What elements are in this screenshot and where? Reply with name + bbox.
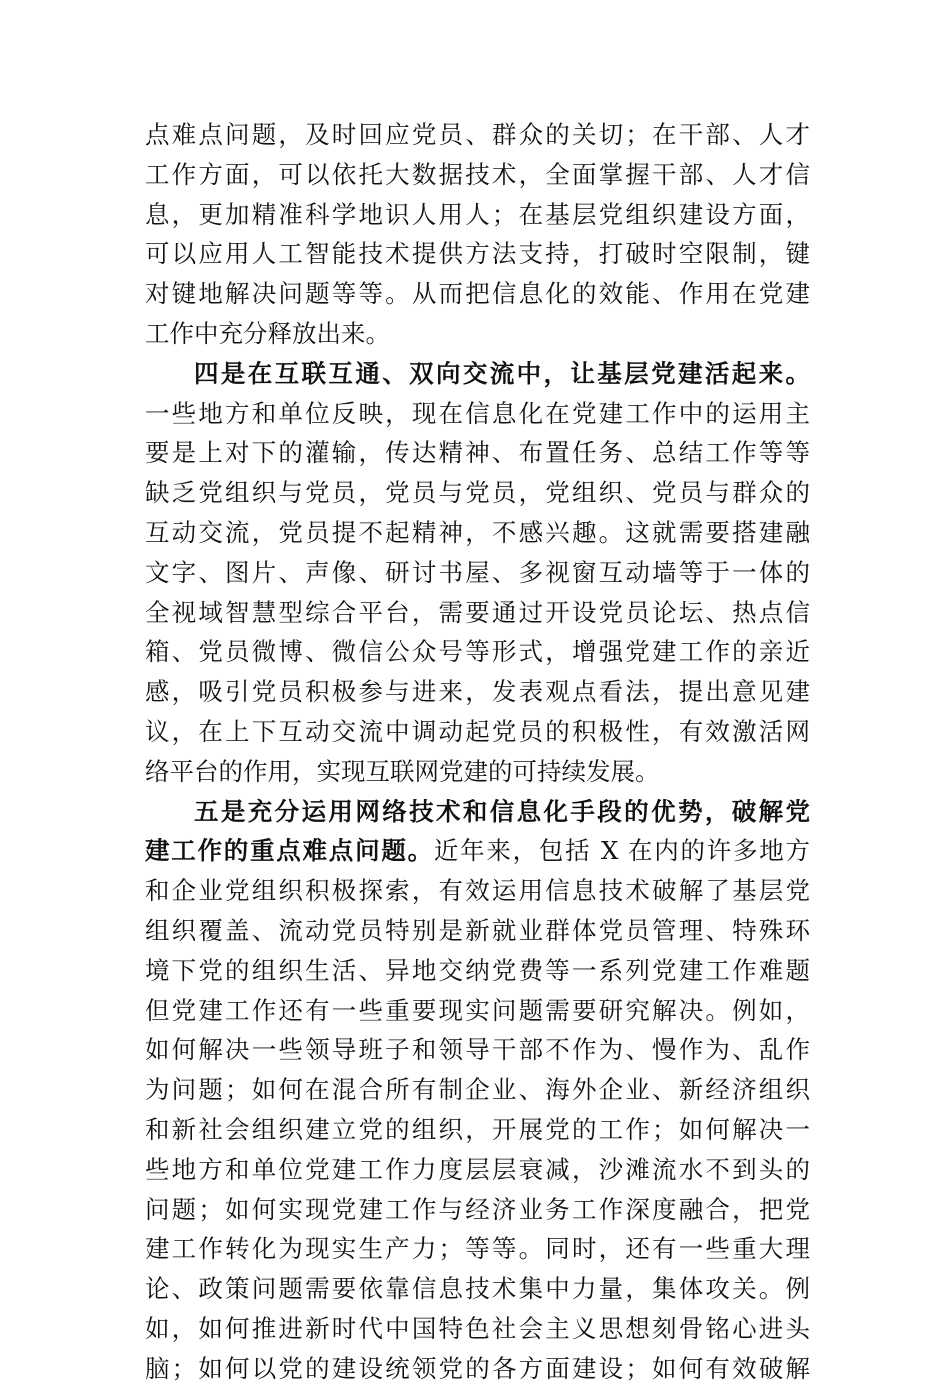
text-line — [145, 354, 810, 394]
text-line — [145, 394, 810, 434]
body-text: 近年来，包括 X 在内的许多地方 — [433, 836, 810, 866]
text-line — [145, 593, 810, 633]
body-text: 络平台的作用，实现互联网党建的可持续发展。 — [145, 756, 660, 786]
body-text: 工作中充分释放出来。 — [145, 318, 390, 348]
text-line — [145, 911, 810, 951]
text-line — [145, 752, 810, 792]
text-line — [145, 991, 810, 1031]
text-line — [145, 314, 810, 354]
body-text: 议，在上下互动交流中调动起党员的积极性，有效激活网 — [145, 716, 810, 746]
document-body-text — [145, 115, 810, 1389]
body-text: 全视域智慧型综合平台，需要通过开设党员论坛、热点信 — [145, 597, 810, 627]
bold-heading-text: 建工作的重点难点问题。 — [145, 836, 434, 866]
body-text: 境下党的组织生活、异地交纳党费等一系列党建工作难题 — [145, 955, 810, 985]
text-line — [145, 1110, 810, 1150]
text-line — [145, 234, 810, 274]
text-line — [145, 1070, 810, 1110]
text-line — [145, 274, 810, 314]
text-line — [145, 831, 810, 871]
text-line — [145, 672, 810, 712]
bold-heading-text: 四是在互联互通、双向交流中，让基层党建活起来。 — [194, 358, 810, 388]
body-text: 箱、党员微博、微信公众号等形式，增强党建工作的亲近 — [145, 637, 810, 667]
body-text: 和新社会组织建立党的组织，开展党的工作；如何解决一 — [145, 1114, 810, 1144]
body-text: 组织覆盖、流动党员特别是新就业群体党员管理、特殊环 — [145, 915, 810, 945]
body-text: 工作方面，可以依托大数据技术，全面掌握干部、人才信 — [145, 159, 810, 189]
body-text: 感，吸引党员积极参与进来，发表观点看法，提出意见建 — [145, 677, 810, 707]
text-line — [145, 513, 810, 553]
body-text: 互动交流，党员提不起精神，不感兴趣。这就需要搭建融 — [145, 517, 810, 547]
bold-heading-text: 五是充分运用网络技术和信息化手段的优势，破解党 — [194, 796, 810, 826]
body-text: 论、政策问题需要依靠信息技术集中力量，集体攻关。例 — [145, 1274, 810, 1304]
text-line — [145, 1190, 810, 1230]
text-line — [145, 155, 810, 195]
body-text: 可以应用人工智能技术提供方法支持，打破时空限制，键 — [145, 239, 810, 269]
body-text: 缺乏党组织与党员，党员与党员，党组织、党员与群众的 — [145, 478, 810, 508]
text-line — [145, 115, 810, 155]
body-text: 如，如何推进新时代中国特色社会主义思想刻骨铭心进头 — [145, 1313, 810, 1343]
text-line — [145, 632, 810, 672]
text-line — [145, 1229, 810, 1269]
text-line — [145, 433, 810, 473]
body-text: 为问题；如何在混合所有制企业、海外企业、新经济组织 — [145, 1075, 810, 1105]
text-line — [145, 1150, 810, 1190]
body-text: 息，更加精准科学地识人用人；在基层党组织建设方面， — [145, 199, 810, 229]
text-line — [145, 1349, 810, 1389]
text-line — [145, 1030, 810, 1070]
text-line — [145, 792, 810, 832]
body-text: 些地方和单位党建工作力度层层衰减，沙滩流水不到头的 — [145, 1154, 810, 1184]
body-text: 建工作转化为现实生产力；等等。同时，还有一些重大理 — [145, 1234, 810, 1264]
body-text: 脑；如何以党的建设统领党的各方面建设；如何有效破解 — [145, 1353, 810, 1383]
text-line — [145, 195, 810, 235]
text-line — [145, 1269, 810, 1309]
text-line — [145, 951, 810, 991]
body-text: 文字、图片、声像、研讨书屋、多视窗互动墙等于一体的 — [145, 557, 810, 587]
text-line — [145, 1309, 810, 1349]
text-line — [145, 553, 810, 593]
body-text: 但党建工作还有一些重要现实问题需要研究解决。例如， — [145, 995, 810, 1025]
body-text: 点难点问题，及时回应党员、群众的关切；在干部、人才 — [145, 120, 810, 149]
text-line — [145, 473, 810, 513]
body-text: 问题；如何实现党建工作与经济业务工作深度融合，把党 — [145, 1194, 810, 1224]
text-line — [145, 712, 810, 752]
body-text: 要是上对下的灌输，传达精神、布置任务、总结工作等等 — [145, 438, 810, 468]
body-text: 对键地解决问题等等。从而把信息化的效能、作用在党建 — [145, 279, 810, 309]
body-text: 如何解决一些领导班子和领导干部不作为、慢作为、乱作 — [145, 1035, 810, 1065]
text-line — [145, 871, 810, 911]
body-text: 一些地方和单位反映，现在信息化在党建工作中的运用主 — [145, 398, 810, 428]
body-text: 和企业党组织积极探索，有效运用信息技术破解了基层党 — [145, 876, 810, 906]
